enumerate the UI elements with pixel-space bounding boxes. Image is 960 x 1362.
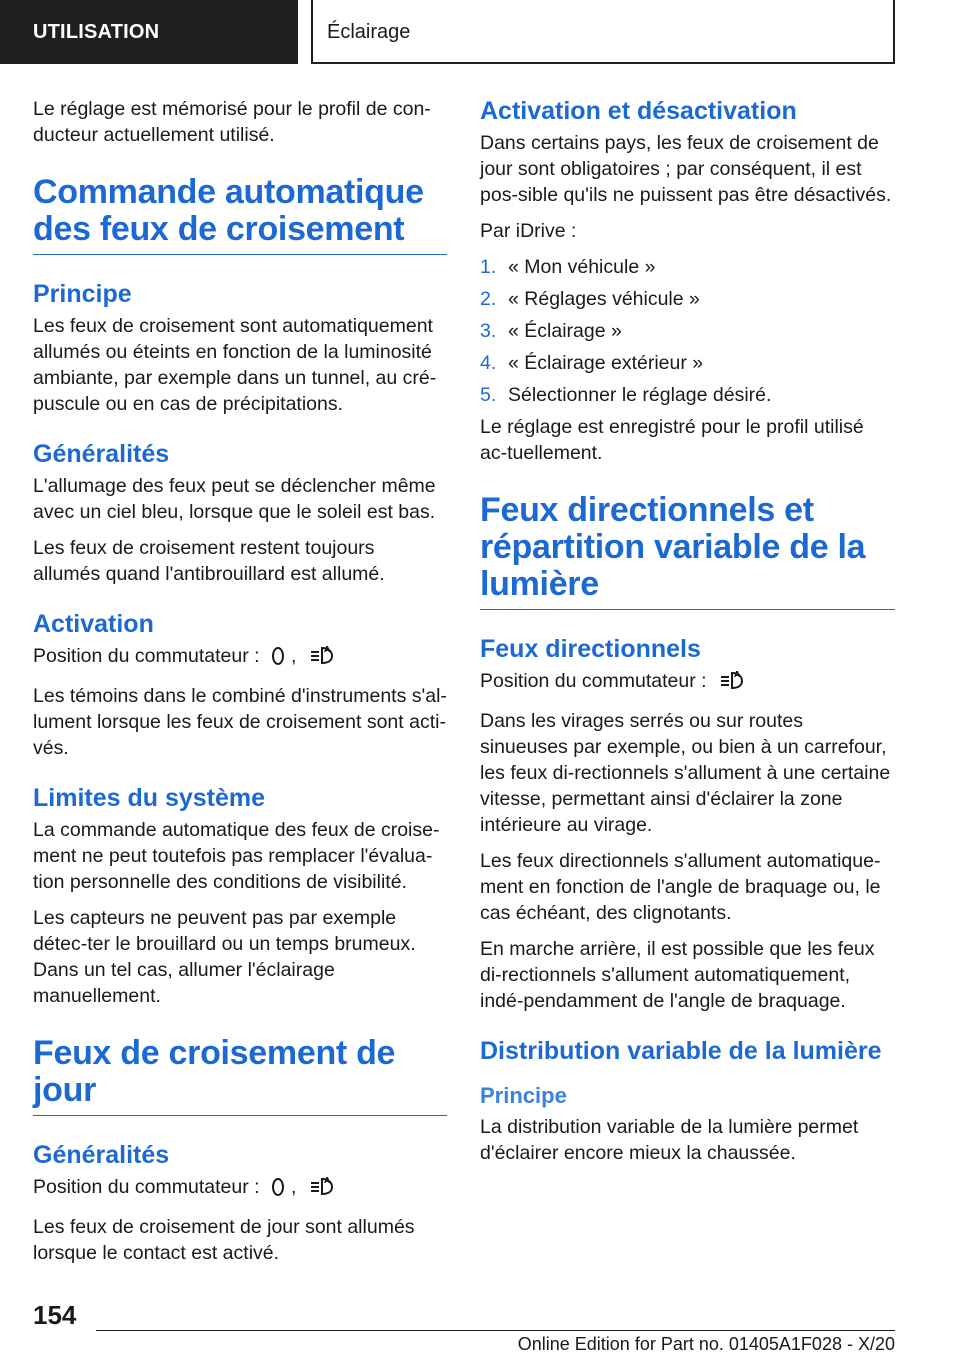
heading-automatic-low-beam: Commande automatique des feux de croisement [33, 174, 447, 255]
limites-paragraph-1: La commande automatique des feux de croise-ment ne peut toutefois pas remplacer l'évalua-tion personnelle des conditions de visibilité. [33, 819, 440, 893]
right-column [480, 96, 895, 1176]
svg-text:A: A [323, 1176, 330, 1185]
act-paragraph-1: Dans certains pays, les feux de croisement de jour sont obligatoires ; par conséquent, il est pos-sible qu'ils ne puissent pas être désactivés. [480, 132, 892, 206]
footer-divider [96, 1330, 895, 1331]
dir-switch-position [480, 668, 895, 698]
step-number: 3. [480, 320, 497, 342]
heading-generalites: Généralités [33, 440, 170, 468]
step-text: « Mon véhicule » [508, 256, 656, 278]
switch-position-label: Position du commutateur : [480, 670, 707, 692]
heading-activation-desactivation: Activation et désactivation [480, 97, 797, 125]
step-number: 2. [480, 288, 497, 310]
switch-position-zero-icon [271, 646, 285, 673]
page-header [0, 0, 960, 66]
separator-comma: , [290, 1176, 297, 1198]
switch-position-label: Position du commutateur : [33, 1176, 260, 1198]
heading-activation: Activation [33, 610, 154, 638]
svg-text:A: A [323, 645, 330, 654]
list-item [480, 254, 895, 280]
left-column [33, 96, 447, 1276]
distrib-paragraph: La distribution variable de la lumière permet d'éclairer encore mieux la chaussée. [480, 1116, 859, 1164]
dir-paragraph-3: Les feux directionnels s'allument automatique-ment en fonction de l'angle de braquage ou, le cas échéant, des clignotants. [480, 850, 881, 924]
step-number: 5. [480, 384, 497, 406]
svg-text:A: A [733, 670, 741, 679]
step-number: 1. [480, 256, 497, 278]
automatic-headlight-icon [718, 669, 744, 698]
generalites-paragraph-2: Les feux de croisement restent toujours allumés quand l'antibrouillard est allumé. [33, 537, 385, 585]
step-text: « Éclairage » [508, 320, 622, 342]
dir-paragraph-4: En marche arrière, il est possible que les feux di-rectionnels s'allument automatiquement, indé-pendamment de l'angle de braquage. [480, 938, 875, 1012]
intro-paragraph: Le réglage est mémorisé pour le profil de con-ducteur actuellement utilisé. [33, 98, 431, 146]
chapter-tab: Éclairage [311, 0, 895, 64]
jour-paragraph-2: Les feux de croisement de jour sont allumés lorsque le contact est activé. [33, 1216, 415, 1264]
list-item [480, 286, 895, 312]
list-item [480, 382, 895, 408]
heading-feux-directionnels: Feux directionnels [480, 635, 701, 663]
page-number: 154 [33, 1300, 77, 1330]
dir-paragraph-2: Dans les virages serrés ou sur routes sinueuses par exemple, ou bien à un carrefour, les feux di-rectionnels s'allument à une certaine vitesse, permettant ainsi d'éclairer la zone intérieure au virage. [480, 710, 891, 836]
heading-distrib-principe: Principe [480, 1083, 567, 1108]
step-number: 4. [480, 352, 497, 374]
act-paragraph-2: Par iDrive : [480, 220, 577, 242]
heading-distribution-variable: Distribution variable de la lumière [480, 1037, 882, 1065]
heading-directional-lights: Feux directionnels et répartition variable de la lumière [480, 492, 895, 610]
switch-position-zero-icon [271, 1177, 285, 1204]
act-paragraph-3: Le réglage est enregistré pour le profil utilisé ac-tuellement. [480, 416, 864, 464]
principe-paragraph: Les feux de croisement sont automatiquement allumés ou éteints en fonction de la luminosité ambiante, par exemple dans un tunnel, au cré-puscule ou en cas de précipitations. [33, 315, 437, 415]
activation-switch-position [33, 643, 447, 673]
automatic-headlight-icon [308, 1175, 334, 1204]
section-tab: UTILISATION [0, 0, 298, 64]
list-item [480, 350, 895, 376]
switch-position-label: Position du commutateur : [33, 645, 260, 667]
automatic-headlight-icon [308, 644, 334, 673]
edition-text: Online Edition for Part no. 01405A1F028 - X/20 [517, 1334, 895, 1354]
idrive-steps-list [480, 254, 895, 408]
list-item [480, 318, 895, 344]
generalites-paragraph-1: L'allumage des feux peut se déclencher même avec un ciel bleu, lorsque que le soleil est bas. [33, 475, 436, 523]
heading-principe: Principe [33, 280, 132, 308]
separator-comma: , [290, 645, 297, 667]
limites-paragraph-2: Les capteurs ne peuvent pas par exemple détec-ter le brouillard ou un temps brumeux. Dans un tel cas, allumer l'éclairage manuellement. [33, 907, 416, 1007]
heading-jour-generalites: Généralités [33, 1141, 170, 1169]
step-text: Sélectionner le réglage désiré. [508, 384, 772, 406]
jour-switch-position [33, 1174, 447, 1204]
step-text: « Réglages véhicule » [508, 288, 700, 310]
heading-limites: Limites du système [33, 784, 266, 812]
activation-paragraph-2: Les témoins dans le combiné d'instruments s'al-lument lorsque les feux de croisement sont acti-vés. [33, 685, 447, 759]
heading-daytime-running-lights: Feux de croisement de jour [33, 1035, 447, 1116]
page-footer [0, 1290, 960, 1362]
step-text: « Éclairage extérieur » [508, 352, 704, 374]
